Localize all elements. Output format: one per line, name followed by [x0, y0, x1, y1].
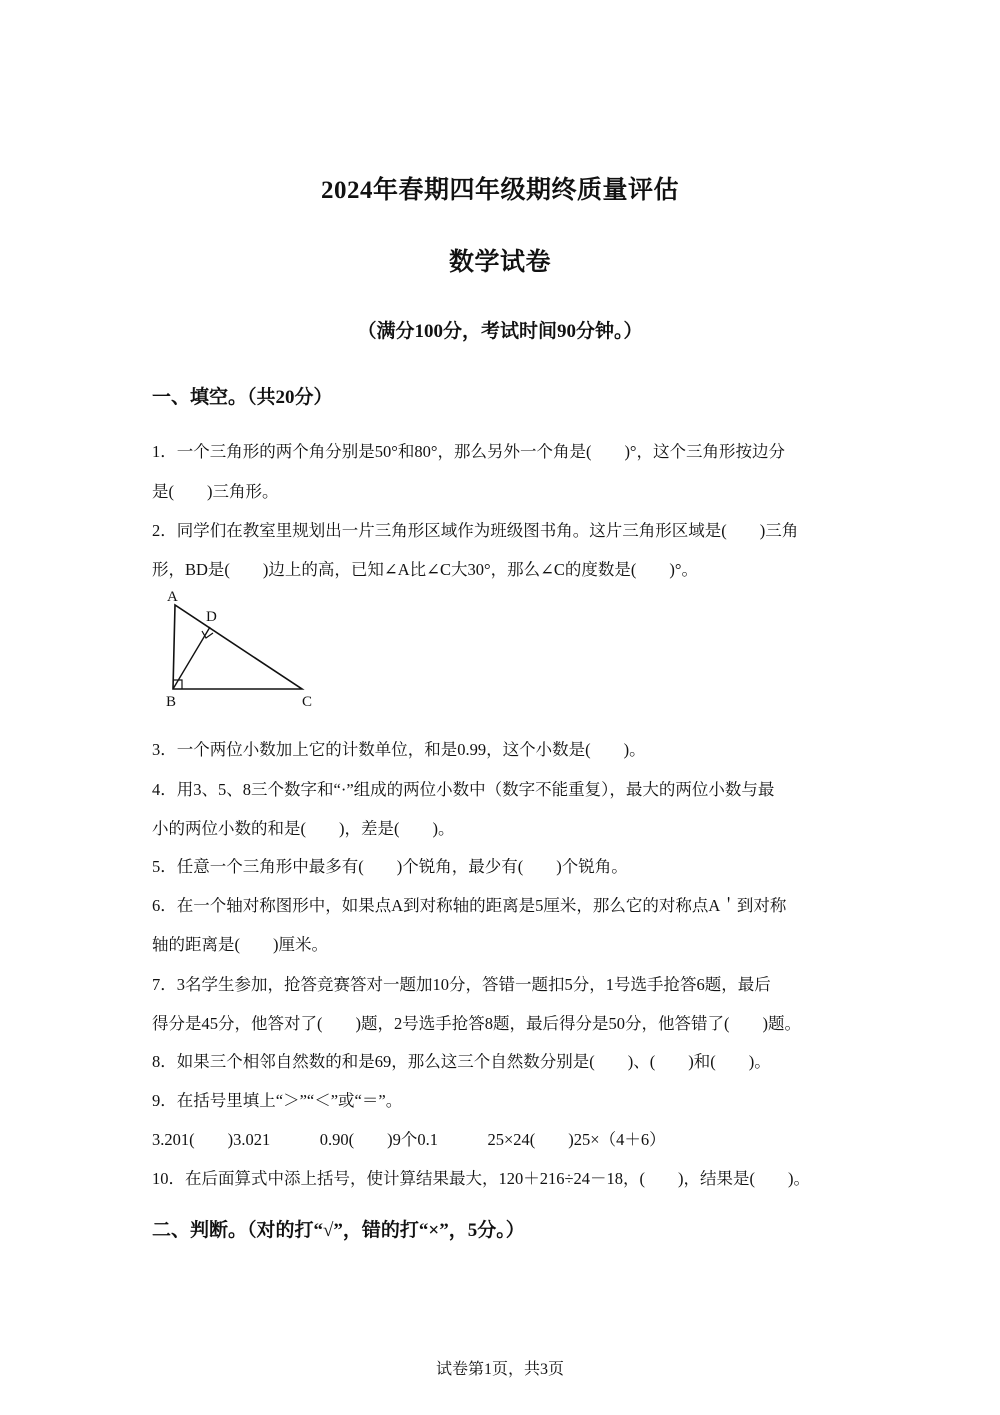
question-line: 6．在一个轴对称图形中，如果点A到对称轴的距离是5厘米，那么它的对称点A＇到对称: [152, 896, 787, 915]
question-line: 1．一个三角形的两个角分别是50°和80°，那么另外一个角是( )°，这个三角形按边分: [152, 442, 786, 461]
question-line: 5．任意一个三角形中最多有( )个锐角，最少有( )个锐角。: [152, 857, 628, 876]
question-line: 形，BD是( )边上的高，已知∠A比∠C大30°，那么∠C的度数是( )°。: [152, 560, 698, 579]
triangle-figure: [160, 585, 330, 715]
exam-subject: 数学试卷: [448, 249, 551, 276]
question-line: 10．在后面算式中添上括号，使计算结果最大，120＋216÷24－18，( )，结果是( )。: [152, 1169, 811, 1188]
question-line: 8．如果三个相邻自然数的和是69，那么这三个自然数分别是( )、( )和( )。: [152, 1052, 771, 1071]
exam-title: 2024年春期四年级期终质量评估: [320, 177, 679, 204]
triangle-abc: [173, 605, 302, 689]
page-footer: 试卷第1页，共3页: [435, 1361, 564, 1378]
label-b: B: [166, 694, 177, 710]
question-line: 7．3名学生参加，抢答竞赛答对一题加10分，答错一题扣5分，1号选手抢答6题，最后: [152, 975, 771, 994]
label-a: A: [167, 589, 178, 605]
question-line: 2．同学们在教室里规划出一片三角形区域作为班级图书角。这片三角形区域是( )三角: [152, 521, 799, 540]
question-line: 轴的距离是( )厘米。: [152, 935, 328, 954]
question-line: 3．一个两位小数加上它的计数单位，和是0.99，这个小数是( )。: [152, 740, 646, 759]
triangle-diagram: [160, 585, 330, 715]
question-line: 9．在括号里填上“＞”“＜”或“＝”。: [152, 1091, 403, 1110]
question-line: 4．用3、5、8三个数字和“·”组成的两位小数中（数字不能重复），最大的两位小数与最: [152, 780, 775, 799]
question-line: 小的两位小数的和是( )，差是( )。: [152, 819, 455, 838]
question-line: 得分是45分，他答对了( )题，2号选手抢答8题，最后得分是50分，他答错了( )题。: [152, 1014, 801, 1033]
section-heading-fill-in: 一、填空。（共20分）: [152, 387, 333, 408]
question-line: 是( )三角形。: [152, 482, 279, 501]
label-d: D: [206, 609, 217, 625]
section-heading-true-false: 二、判断。（对的打“√”，错的打“×”，5分。）: [152, 1220, 525, 1241]
label-c: C: [302, 694, 313, 710]
question-line: 3.201( )3.021 0.90( )9个0.1 25×24( )25×（4＋6）: [152, 1130, 666, 1149]
exam-note: （满分100分，考试时间90分钟。）: [357, 321, 643, 342]
